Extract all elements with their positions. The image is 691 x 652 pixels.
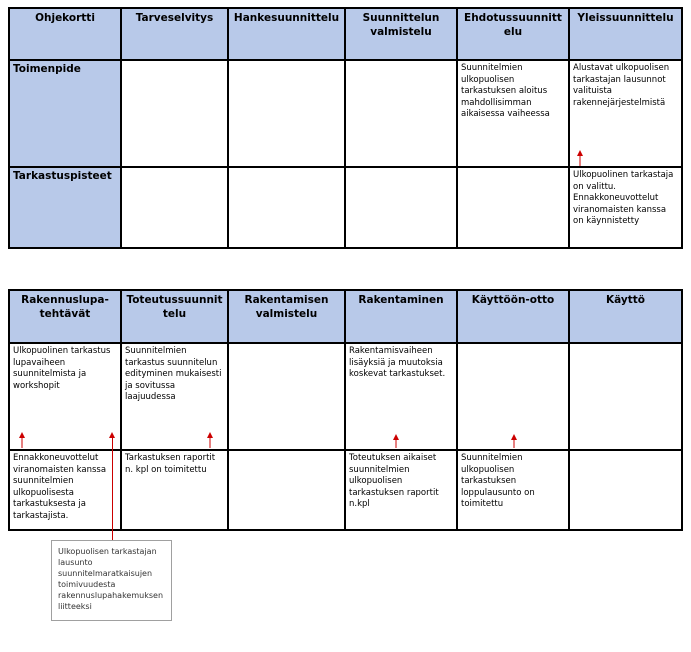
top-r2-cell-2: [228, 167, 345, 248]
bottom-r2-cell-4: Suunnitelmien ulkopuolisen tarkastuksen loppulausunto on toimitettu: [457, 450, 569, 530]
bottom-r1-cell-1: Suunnitelmien tarkastus suunnitelun edityminen mukaisesti ja sovitussa laajuudessa: [121, 343, 228, 450]
bottom-header-row: [9, 290, 682, 343]
top-r2-cell-1: [121, 167, 228, 248]
bottom-r1-cell-0: Ulkopuolinen tarkastus lupavaiheen suunnitelmista ja workshopit: [9, 343, 121, 450]
top-r1-cell-3: [345, 60, 457, 167]
arrow-up-toteutussuunnittelu: [204, 432, 216, 448]
bottom-header-rakentaminen: Rakentaminen: [345, 290, 457, 343]
top-header-ohjekortti: Ohjekortti: [9, 8, 121, 60]
bottom-r2-cell-1: Tarkastuksen raportit n. kpl on toimitettu: [121, 450, 228, 530]
row-label-toimenpide: Toimenpide: [9, 60, 121, 167]
bottom-r2-cell-5: [569, 450, 682, 530]
bottom-header-rakentamisen-valmistelu: Rakentamisen valmistelu: [228, 290, 345, 343]
top-process-table: [8, 7, 683, 249]
top-r2-cell-5: Ulkopuolinen tarkastaja on valittu. Ennakkoneuvottelut viranomaisten kanssa on käynnistetty: [569, 167, 682, 248]
bottom-r1-cell-2: [228, 343, 345, 450]
top-r2-cell-3: [345, 167, 457, 248]
bottom-row-2: [9, 450, 682, 530]
top-r2-cell-4: [457, 167, 569, 248]
top-header-row: [9, 8, 682, 60]
top-header-suunnittelun-valmistelu: Suunnittelun valmistelu: [345, 8, 457, 60]
top-row-tarkastuspisteet: [9, 167, 682, 248]
top-r1-cell-5: Alustavat ulkopuolisen tarkastajan lausunnot valituista rakennejärjestelmistä: [569, 60, 682, 167]
bottom-r1-cell-3: Rakentamisvaiheen lisäyksiä ja muutoksia koskevat tarkastukset.: [345, 343, 457, 450]
bottom-header-toteutussuunnittelu: Toteutussuunnit telu: [121, 290, 228, 343]
top-r1-cell-1: [121, 60, 228, 167]
bottom-r2-cell-2: [228, 450, 345, 530]
top-header-yleissuunnittelu: Yleissuunnittelu: [569, 8, 682, 60]
arrow-up-rakennuslupa: [16, 432, 28, 448]
bottom-r2-cell-0: Ennakkoneuvottelut viranomaisten kanssa suunnitelmien ulkopuolisesta tarkastuksesta ja tarkastajista.: [9, 450, 121, 530]
top-header-ehdotussuunnittelu: Ehdotussuunnitt elu: [457, 8, 569, 60]
bottom-header-rakennuslupatehtavat: Rakennuslupa-tehtävät: [9, 290, 121, 343]
arrow-up-yleissuunnittelu: [574, 150, 586, 166]
top-r1-cell-2: [228, 60, 345, 167]
top-header-tarveselvitys: Tarveselvitys: [121, 8, 228, 60]
arrow-up-kayttoonotto: [508, 434, 520, 448]
bottom-process-table: [8, 289, 683, 531]
row-label-tarkastuspisteet: Tarkastuspisteet: [9, 167, 121, 248]
bottom-header-kaytto: Käyttö: [569, 290, 682, 343]
bottom-header-kayttoonotto: Käyttöön-otto: [457, 290, 569, 343]
top-header-hankesuunnittelu: Hankesuunnittelu: [228, 8, 345, 60]
top-r1-cell-4: Suunnitelmien ulkopuolisen tarkastuksen aloitus mahdollisimman aikaisessa vaiheessa: [457, 60, 569, 167]
arrow-up-rakentaminen: [390, 434, 402, 448]
bottom-r1-cell-5: [569, 343, 682, 450]
bottom-r2-cell-3: Toteutuksen aikaiset suunnitelmien ulkopuolisen tarkastuksen raportit n.kpl: [345, 450, 457, 530]
note-leader-line: [112, 438, 113, 541]
lausunto-note: Ulkopuolisen tarkastajan lausunto suunnitelmaratkaisujen toimivuudesta rakennuslupahakemuksen liitteeksi: [51, 540, 172, 621]
